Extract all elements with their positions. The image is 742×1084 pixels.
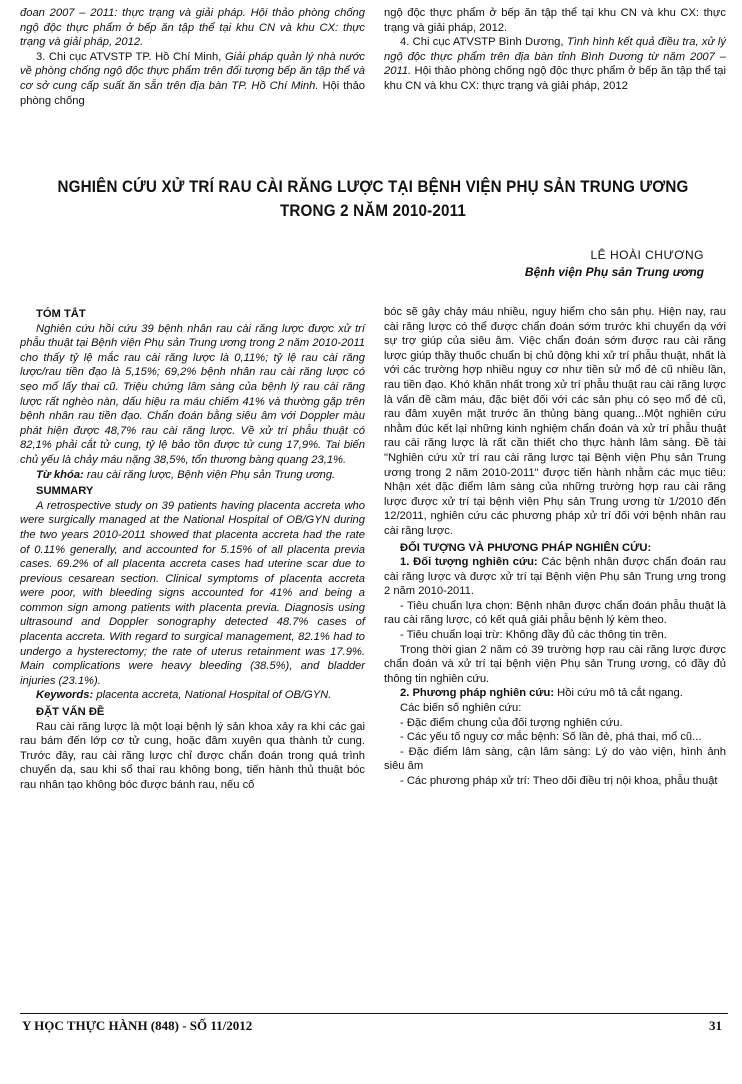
reference-4-lead: 4. Chi cục ATVSTP Bình Dương, [400, 36, 564, 49]
abstract-text: Nghiên cứu hồi cứu 39 bệnh nhân rau cài răng lược được xử trí phẫu thuật tại Bệnh viện Phụ sản Trung ương trong 2 năm 2010-2011 cho thấy tỷ lệ mắc rau cài răng lược là 0,11%; tỷ lệ rau cài răng lược/rau tiền đạo là 5,15%; 69,2% bệnh nhân rau cài răng lược có sẹo mổ lấy thai cũ. Triệu chứng lâm sàng của bệnh lý rau cài răng lược rất nghèo nàn, dấu hiệu ra máu chiếm 41% và thường gặp trên bệnh nhân rau tiền đạo. Chẩn đoán bằng siêu âm với Doppler màu phát hiện được 48,7% rau cài răng lược. Về xử trí phẫu thuật có 82,1% phải cắt tử cung, tỷ lệ bảo tồn được tử cung 17,9%. Tai biến chủ yếu là chảy máu nặng 38,5%, tổn thương bàng quang 23,1%. [20, 322, 365, 466]
title-line-2: TRONG 2 NĂM 2010-2011 [279, 202, 467, 220]
title-line-1: NGHIÊN CỨU XỬ TRÍ RAU CÀI RĂNG LƯỢC TẠI BỆNH VIỆN PHỤ SẢN TRUNG ƯƠNG [57, 178, 689, 196]
reference-4-tail: Hội thảo phòng chống ngộ độc thực phẩm ở bếp ăn tập thể tại khu CN và khu CX: thực trạng và giải pháp, 2012 [384, 65, 727, 92]
abstract-heading: TÓM TẮT [36, 308, 86, 320]
article-title [48, 175, 698, 223]
reference-continuation: ngộ độc thực phẩm ở bếp ăn tập thể tại khu CN và khu CX: thực trạng và giải pháp, 2012. [384, 7, 726, 34]
author-name: LÊ HOÀI CHƯƠNG [590, 248, 704, 262]
variables-heading: Các biến số nghiên cứu: [400, 702, 522, 715]
body-left-column [20, 305, 365, 793]
reference-3-lead: 3. Chi cục ATVSTP TP. Hồ Chí Minh, [36, 50, 222, 63]
summary-text: A retrospective study on 39 patients having placenta accreta who were surgically managed at the National Hospital of OB/GYN during the two years 2010-2011 showed that placenta accreta had the rate of 0.11% generally, and accounted for 5.15% of all placenta previa cases. 69.2% of all placenta accreta cases had uterine scar due to previous cesarean section. Clinical symptoms of placenta accreta were poor, with bleeding signs accounted for 41% and being a common sign among patients with placenta previa. Diagnosis using ultrasound and Doppler sonography detected 48.7% cases of placenta accreta. With regard to surgical management, 82.1% had to undergo a hysterectomy; the rate of uterus retainment was 17.9%. Main complications were heavy bleeding (38.5%), and bladder injuries (23.1%). [20, 499, 365, 687]
reference-4 [384, 35, 726, 93]
reference-4-title: Tình hình kết quả điều tra, xử lý ngộ độc thực phẩm trên địa bàn tỉnh Bình Dương từ năm 2007 – 2011. [384, 36, 727, 78]
reference-cont-text: đoan 2007 – 2011: thực trạng và giải pháp. Hội thảo phòng chống ngộ độc thực phẩm ở bếp ăn tập thể tại khu CN và khu CX: thực trạng và giải pháp, 2012. [20, 7, 365, 49]
variable-item: - Các phương pháp xử trí: Theo dõi điều trị nội khoa, phẫu thuật [400, 775, 718, 787]
author-affiliation: Bệnh viện Phụ sản Trung ương [524, 265, 704, 279]
variable-item: - Đặc điểm chung của đối tượng nghiên cứu. [400, 716, 623, 729]
keywords-label: Keywords: [36, 689, 94, 702]
variable-item: - Các yếu tố nguy cơ mắc bệnh: Số lần đẻ, phá thai, mổ cũ... [400, 731, 702, 744]
page-number: 31 [709, 1018, 722, 1033]
case-count: Trong thời gian 2 năm có 39 trường hợp rau cài răng lược được chẩn đoán và xử trí tại bệnh viện Phụ sản Trung ương, có đầy đủ thông tin nghiên cứu. [384, 643, 726, 685]
inclusion-criteria: - Tiêu chuẩn lựa chọn: Bệnh nhân được chẩn đoán phẫu thuật là rau cài răng lược, có kết quả giải phẫu bệnh lý kèm theo. [384, 599, 726, 627]
variable-item: - Đặc điểm lâm sàng, cận lâm sàng: Lý do vào viện, hình ảnh siêu âm [384, 745, 726, 773]
summary-heading: SUMMARY [36, 485, 94, 498]
methods-heading: ĐỐI TƯỢNG VÀ PHƯƠNG PHÁP NGHIÊN CỨU: [400, 541, 652, 554]
intro-paragraph: Rau cài răng lược là một loại bệnh lý sản khoa xảy ra khi các gai rau bám đến lớp cơ tử cung, hoặc đâm xuyên qua thành tử cung. Trước đây, rau cài răng lược chỉ được chẩn đoán trong quá trình chuyển dạ, sau khi sổ thai rau không bong, tiến hành thủ thuật bóc rau nhân tạo không bóc được bánh rau, nếu cố [20, 720, 365, 791]
design-label: 2. Phương pháp nghiên cứu: [400, 687, 555, 700]
keywords-text: rau cài răng lược, Bệnh viện Phụ sản Trung ương. [86, 468, 336, 481]
body-right-column [384, 305, 726, 789]
summary-keywords [20, 688, 365, 703]
reference-3 [20, 50, 365, 108]
subjects-text: Các bệnh nhân được chẩn đoán rau cài răng lược và được xử trí tại Bệnh viện Phụ sản Trung ưng trong 2 năm 2010-2011. [384, 556, 727, 598]
methods-design [384, 686, 726, 701]
keywords-text: placenta accreta, National Hospital of OB/GYN. [96, 689, 332, 702]
intro-heading: ĐẶT VẤN ĐỀ [36, 706, 105, 719]
reference-3-title: Giải pháp quản lý nhà nước về phòng chống ngộ độc thực phẩm trên đối tượng bếp ăn tập thể và cơ sở cung cấp suất ăn sẵn trên địa bàn TP. Hồ Chí Minh. [20, 50, 365, 92]
design-text: Hồi cứu mô tả cắt ngang. [557, 687, 683, 700]
references-right [384, 6, 726, 94]
subjects-label: 1. Đối tượng nghiên cứu: [400, 556, 538, 569]
exclusion-criteria: - Tiêu chuẩn loại trừ: Không đầy đủ các thông tin trên. [400, 629, 667, 642]
references-left [20, 6, 365, 108]
methods-subjects [384, 555, 726, 599]
author-block [525, 247, 704, 281]
journal-footer: Y HỌC THỰC HÀNH (848) - SỐ 11/2012 [22, 1018, 253, 1033]
footer-divider [20, 1013, 728, 1014]
intro-paragraph-cont: bóc sẽ gây chảy máu nhiều, nguy hiểm cho sản phụ. Hiện nay, rau cài răng lược có thể được chẩn đoán sớm trước khi chuyển dạ với sự trợ giúp của siêu âm. Việc chẩn đoán sớm được rau cài răng lược giúp thầy thuốc chuẩn bị chủ động khi xử trí phẫu thuật, nhất là với các trường hợp nhiều nguy cơ như tiền sử mổ đẻ cũ nhiều lần, rau tiền đạo. Khó khăn nhất trong xử trí phẫu thuật rau cài răng lược là vấn đề cầm máu, đặc biệt đối với các sản phụ có sẹo mổ đẻ cũ, rau đâm xuyên mặt trước ăn thủng bàng quang...Một nghiên cứu nhằm đúc kết lại những kinh nghiệm chẩn đoán và xử trí phẫu thuật rau cài răng lược là rất cần thiết cho thực hành lâm sàng. Đề tài "Nghiên cứu xử trí rau cài răng lược tại Bệnh viện Phụ sản Trung ương trong 2 năm 2010-2011" được tiến hành nhằm các mục tiêu: Nhận xét đặc điểm lâm sàng của những trường hợp rau cài răng lược được xử trí tại bệnh viện Phụ sản Trung ương từ 1/2010 đến 12/2011, nghiên cứu các phương pháp xử trí đối với bệnh nhân rau cài răng lược. [384, 306, 726, 537]
reference-continuation [20, 6, 365, 50]
abstract-keywords [20, 468, 365, 483]
keywords-label: Từ khóa: [36, 468, 84, 481]
reference-3-tail: Hội thảo phòng chống [20, 79, 366, 107]
